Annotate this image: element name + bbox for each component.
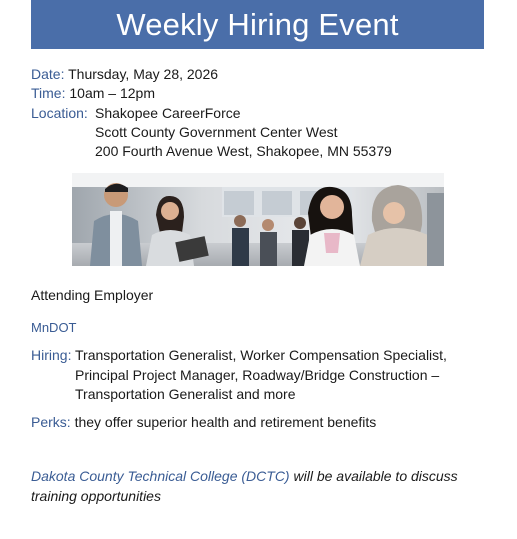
time-row [31, 84, 155, 103]
location-line: Shakopee CareerForce [95, 105, 241, 121]
people-networking-photo [72, 173, 444, 266]
hiring-line: Principal Project Manager, Roadway/Bridge Construction – [75, 366, 440, 383]
perks-label: Perks: [31, 414, 71, 430]
training-line-1 [31, 467, 458, 486]
location-line: Scott County Government Center West [95, 124, 338, 140]
event-title: Weekly Hiring Event [116, 6, 399, 42]
perks-row [31, 413, 376, 432]
location-row [31, 104, 88, 123]
location-address [95, 104, 392, 161]
hiring-label: Hiring: [31, 347, 72, 363]
hiring-positions [75, 346, 447, 405]
employers-heading: Attending Employer [31, 287, 154, 303]
perks-value: they offer superior health and retirement benefits [74, 414, 377, 430]
time-label: Time: [31, 85, 66, 101]
college-name: Dakota County Technical College (DCTC) [31, 468, 290, 484]
time-value: 10am – 12pm [69, 85, 155, 101]
location-line: 200 Fourth Avenue West, Shakopee, MN 55379 [95, 143, 392, 159]
date-label: Date: [31, 66, 65, 82]
training-line-2: training opportunities [31, 488, 161, 504]
hiring-row [31, 346, 71, 365]
date-value: Thursday, May 28, 2026 [68, 66, 219, 82]
hiring-line: Transportation Generalist, Worker Compensation Specialist, [75, 347, 447, 363]
training-text-1: will be available to discuss [289, 468, 458, 484]
date-row [31, 65, 218, 84]
event-title-banner [31, 0, 484, 49]
employer-name: MnDOT [31, 320, 77, 335]
hiring-line: Transportation Generalist and more [75, 386, 296, 402]
location-label: Location: [31, 105, 88, 121]
